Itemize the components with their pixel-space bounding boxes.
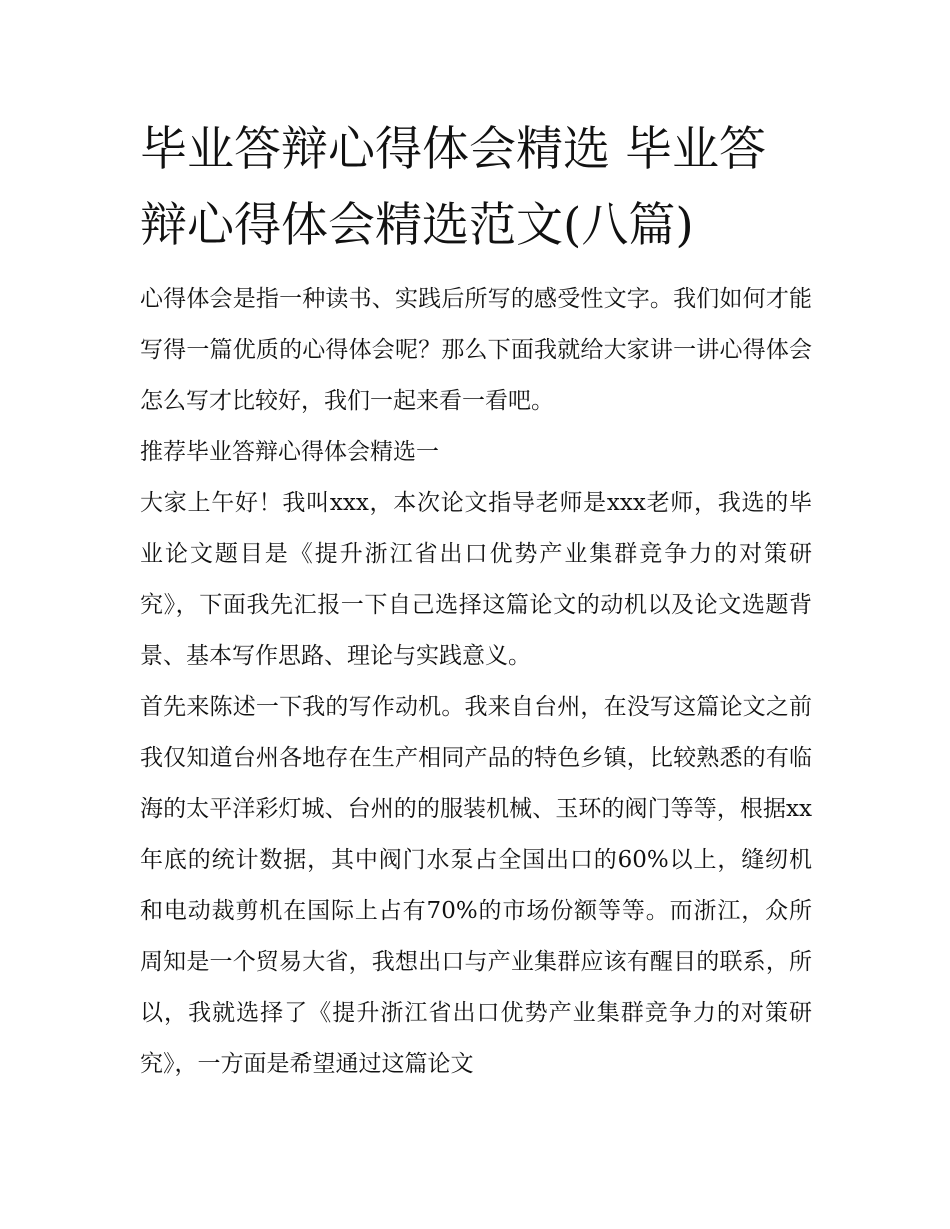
intro-paragraph: 心得体会是指一种读书、实践后所写的感受性文字。我们如何才能写得一篇优质的心得体会呢？那么下面我就给大家讲一讲心得体会怎么写才比较好，我们一起来看一看吧。 [140, 286, 812, 414]
document-body [140, 112, 812, 1090]
section-heading: 推荐毕业答辩心得体会精选一 [140, 439, 439, 465]
body-paragraph: 首先来陈述一下我的写作动机。我来自台州，在没写这篇论文之前我仅知道台州各地存在生产相同产品的特色乡镇，比较熟悉的有临海的太平洋彩灯城、台州的的服装机械、玉环的阀门等等，根据xx年底的统计数据，其中阀门水泵占全国出口的60%以上，缝纫机和电动裁剪机在国际上占有70%的市场份额等等。而浙江，众所周知是一个贸易大省，我想出口与产业集群应该有醒目的联系，所以，我就选择了《提升浙江省出口优势产业集群竞争力的对策研究》，一方面是希望通过这篇论文 [140, 694, 812, 1077]
document-title: 毕业答辩心得体会精选 毕业答辩心得体会精选范文(八篇) [140, 122, 766, 253]
body-paragraph: 大家上午好！我叫xxx，本次论文指导老师是xxx老师，我选的毕业论文题目是《提升浙江省出口优势产业集群竞争力的对策研究》，下面我先汇报一下自己选择这篇论文的动机以及论文选题背景、基本写作思路、理论与实践意义。 [140, 490, 812, 669]
